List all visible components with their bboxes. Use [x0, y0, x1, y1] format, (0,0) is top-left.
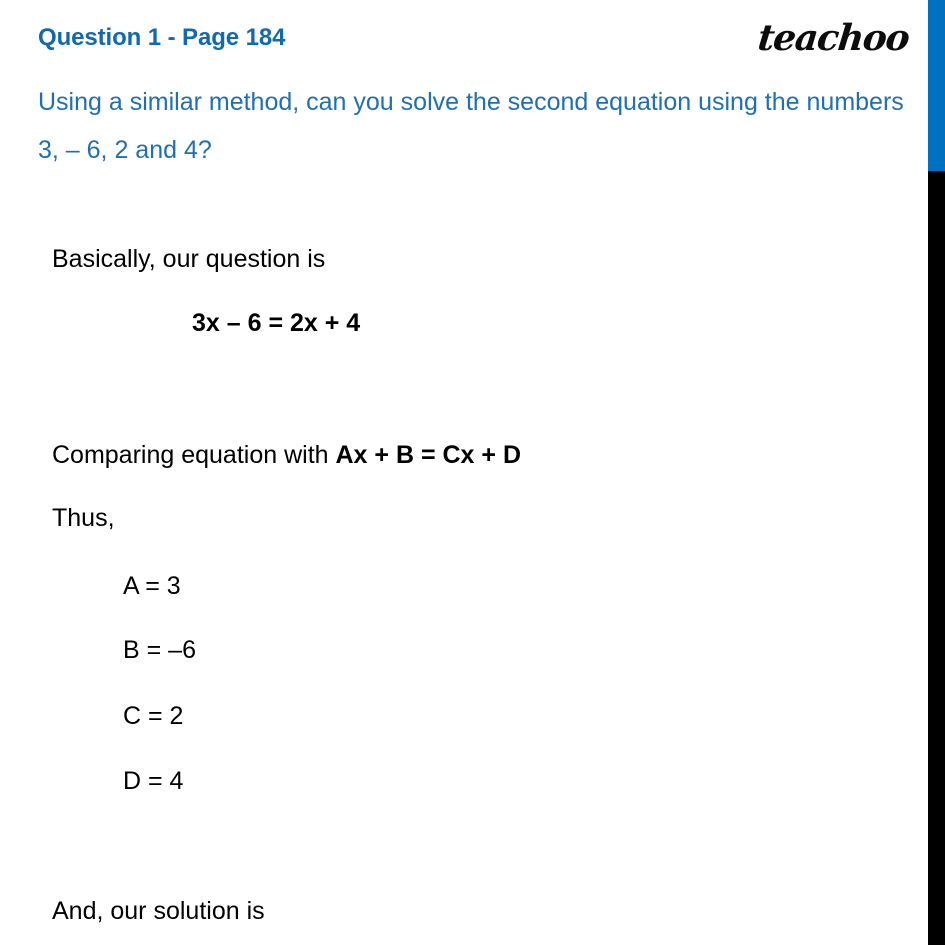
value-line-c: C = 2: [123, 702, 184, 730]
right-edge-blue-bar: [928, 0, 945, 171]
teachoo-logo: teachoo: [756, 17, 912, 59]
solution-intro-line: And, our solution is: [52, 897, 265, 925]
value-line-d: D = 4: [123, 767, 184, 795]
page-title: Question 1 - Page 184: [38, 24, 286, 51]
value-line-a: A = 3: [123, 572, 181, 600]
equation-line: 3x – 6 = 2x + 4: [192, 309, 361, 337]
question-prompt: Using a similar method, can you solve the second equation using the numbers 3, – 6, 2 and 4?: [38, 88, 904, 164]
comparing-prefix-text: Comparing equation with: [52, 441, 336, 469]
thus-line: Thus,: [52, 504, 115, 532]
comparing-line: [52, 443, 521, 468]
intro-line: Basically, our question is: [52, 245, 326, 273]
right-edge-black-bar: [928, 171, 945, 945]
comparing-formula-text: Ax + B = Cx + D: [335, 441, 521, 469]
value-line-b: B = –6: [123, 636, 196, 664]
